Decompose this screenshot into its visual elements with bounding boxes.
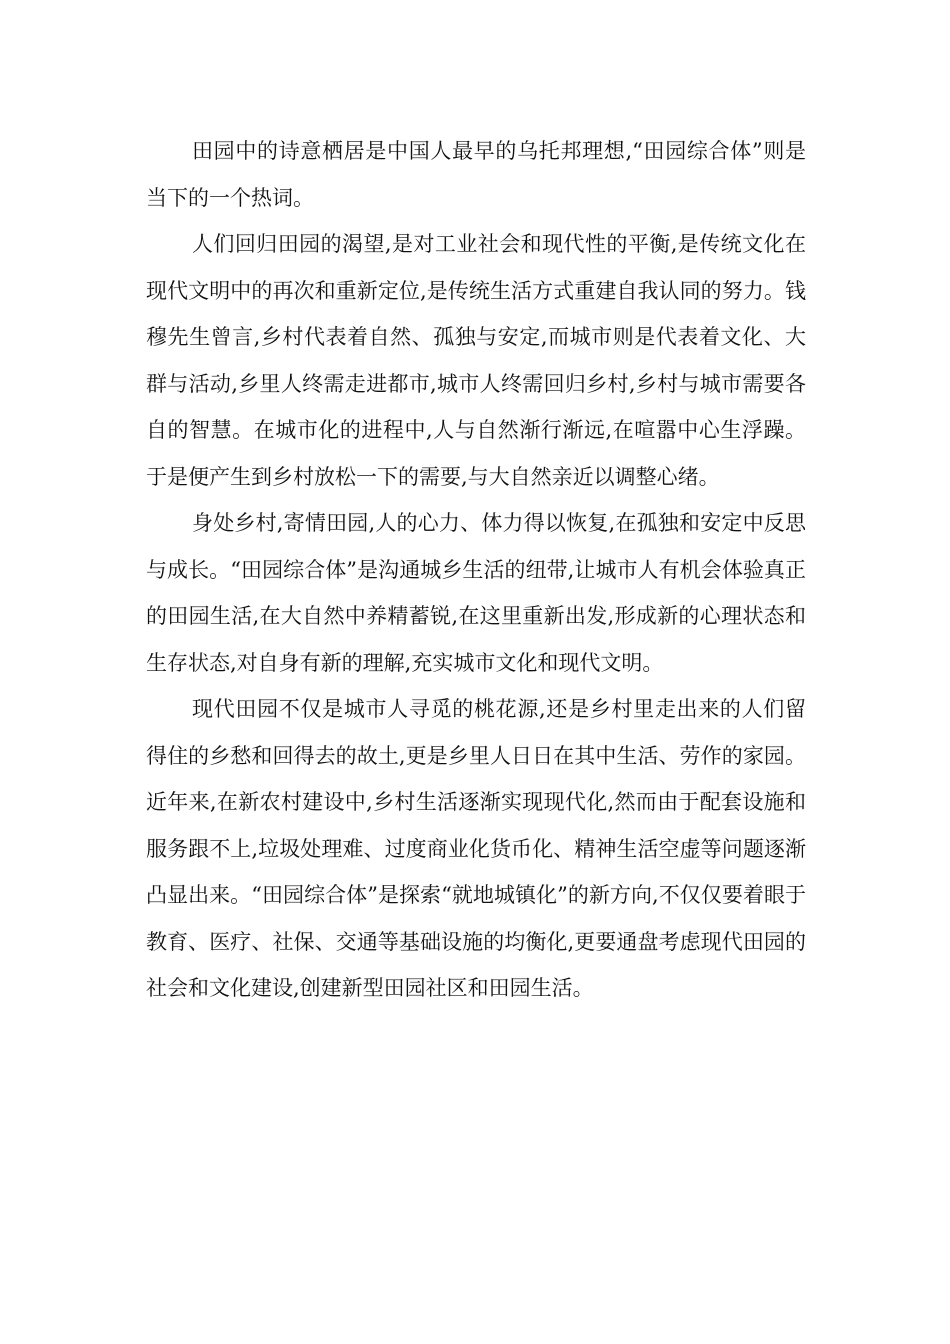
paragraph-4: 现代田园不仅是城市人寻觅的桃花源,还是乡村里走出来的人们留得住的乡愁和回得去的故土,更是乡里人日日在其中生活、劳作的家园。近年来,在新农村建设中,乡村生活逐渐实现现代化,然而由于配套设施和服务跟不上,垃圾处理难、过度商业化货币化、精神生活空虚等问题逐渐凸显出来。“田园综合体”是探索“就地城镇化”的新方向,不仅仅要着眼于教育、医疗、社保、交通等基础设施的均衡化,更要通盘考虑现代田园的社会和文化建设,创建新型田园社区和田园生活。 <box>146 697 806 1000</box>
paragraph-2: 人们回归田园的渴望,是对工业社会和现代性的平衡,是传统文化在现代文明中的再次和重新定位,是传统生活方式重建自我认同的努力。钱穆先生曾言,乡村代表着自然、孤独与安定,而城市则是代表着文化、大群与活动,乡里人终需走进都市,城市人终需回归乡村,乡村与城市需要各自的智慧。在城市化的进程中,人与自然渐行渐远,在喧嚣中心生浮躁。于是便产生到乡村放松一下的需要,与大自然亲近以调整心绪。 <box>146 232 806 489</box>
paragraph-3: 身处乡村,寄情田园,人的心力、体力得以恢复,在孤独和安定中反思与成长。“田园综合体”是沟通城乡生活的纽带,让城市人有机会体验真正的田园生活,在大自然中养精蓄锐,在这里重新出发,形成新的心理状态和生存状态,对自身有新的理解,充实城市文化和现代文明。 <box>146 511 806 675</box>
paragraph-1: 田园中的诗意栖居是中国人最早的乌托邦理想,“田园综合体”则是当下的一个热词。 <box>146 139 806 210</box>
document-body <box>146 128 806 1012</box>
